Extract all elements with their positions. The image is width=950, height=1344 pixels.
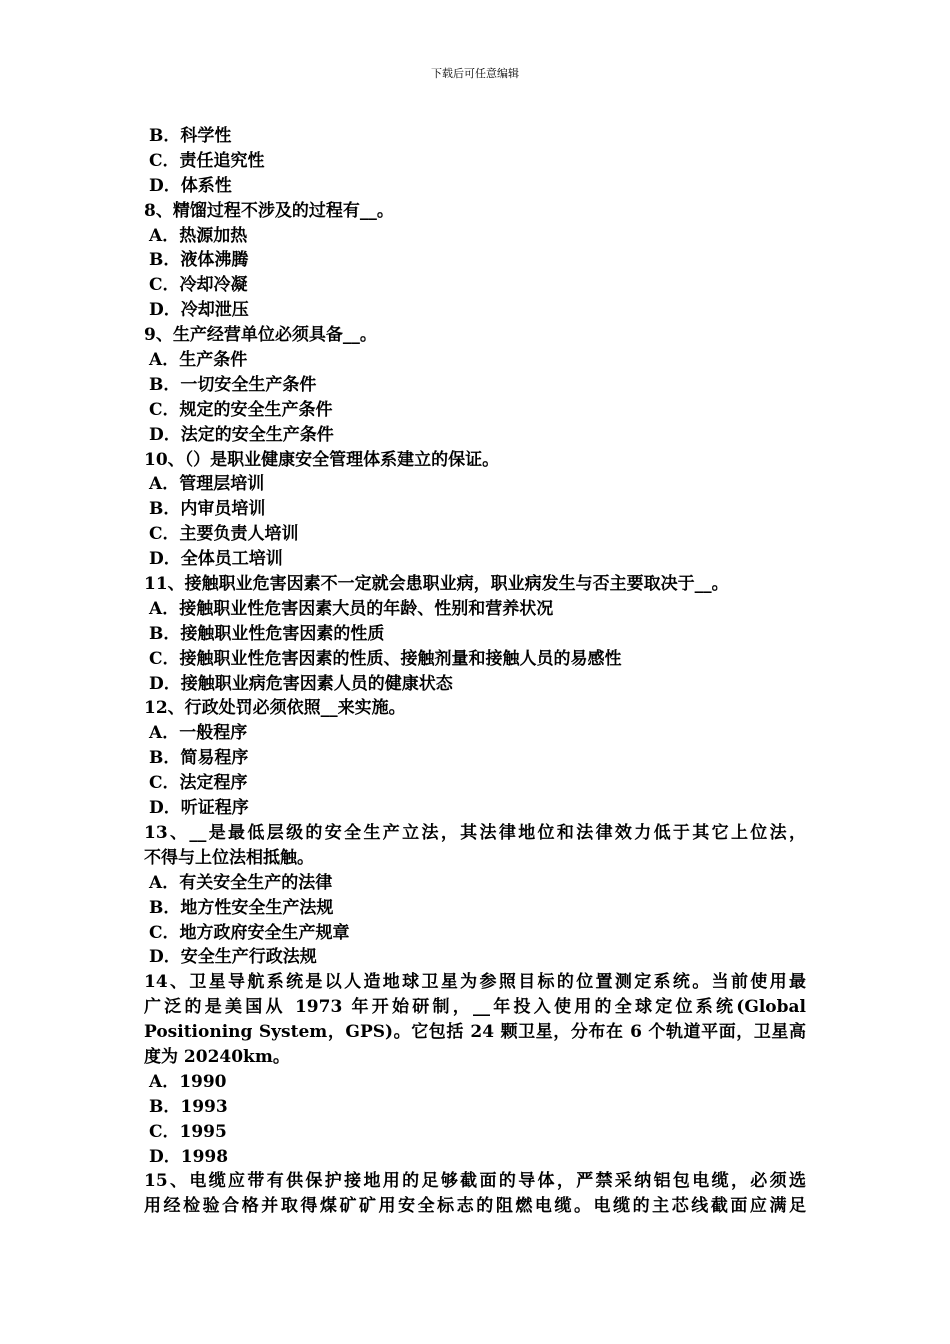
question-line: Positioning System，GPS)。它包括 24 颗卫星，分布在 6 个轨道平面，卫星高 (144, 1022, 806, 1043)
option-line: D．法定的安全生产条件 (149, 424, 334, 445)
option-line: A．一般程序 (149, 723, 248, 744)
option-line: D．冷却泄压 (149, 300, 249, 321)
document-body (144, 124, 806, 1219)
option-line: C．法定程序 (149, 773, 248, 794)
option-line: B．科学性 (149, 126, 232, 146)
option-line: C．主要负责人培训 (149, 524, 299, 545)
option-line: B．地方性安全生产法规 (149, 897, 334, 918)
option-line: B．内审员培训 (149, 499, 266, 520)
question-line: 15、电缆应带有供保护接地用的足够截面的导体，严禁采纳铝包电缆，必须选 (144, 1171, 806, 1192)
question-line: 14、卫星导航系统是以人造地球卫星为参照目标的位置测定系统。当前使用最 (144, 972, 806, 993)
option-line: A．1990 (149, 1071, 227, 1092)
option-line: A．有关安全生产的法律 (149, 872, 333, 893)
option-line: D．体系性 (149, 175, 232, 196)
option-line: B．一切安全生产条件 (149, 374, 317, 395)
page-header: 下载后可任意编辑 (431, 67, 519, 80)
option-line: A．接触职业性危害因素大员的年龄、性别和营养状况 (149, 598, 554, 619)
option-line: C．接触职业性危害因素的性质、接触剂量和接触人员的易感性 (149, 648, 622, 669)
option-line: A．热源加热 (149, 225, 248, 246)
question-line: 9、生产经营单位必须具备__。 (144, 325, 377, 346)
question-line: 不得与上位法相抵触。 (144, 847, 314, 868)
option-line: B．1993 (149, 1096, 228, 1117)
option-line: C．1995 (149, 1121, 227, 1142)
option-line: C．地方政府安全生产规章 (149, 922, 350, 943)
question-line: 广泛的是美国从 1973 年开始研制，__年投入使用的全球定位系统(Global (144, 997, 806, 1018)
option-line: C．冷却冷凝 (149, 275, 248, 296)
question-line: 用经检验合格并取得煤矿矿用安全标志的阻燃电缆。电缆的主芯线截面应满足 (144, 1196, 806, 1217)
option-line: B．液体沸腾 (149, 250, 249, 271)
option-line: C．责任追究性 (149, 150, 265, 171)
question-line: 10、（）是职业健康安全管理体系建立的保证。 (144, 449, 500, 470)
question-line: 8、精馏过程不涉及的过程有__。 (144, 200, 394, 221)
option-line: D．1998 (149, 1146, 229, 1167)
question-line: 11、接触职业危害因素不一定就会患职业病，职业病发生与否主要取决于__。 (144, 574, 729, 595)
question-line: 度为 20240km。 (144, 1046, 290, 1067)
option-line: C．规定的安全生产条件 (149, 399, 333, 420)
question-line: 13、__是最低层级的安全生产立法，其法律地位和法律效力低于其它上位法， (144, 822, 806, 843)
option-line: D．听证程序 (149, 798, 249, 819)
option-line: D．接触职业病危害因素人员的健康状态 (149, 673, 453, 694)
option-line: B．简易程序 (149, 748, 249, 769)
option-line: A．管理层培训 (149, 474, 265, 495)
option-line: D．安全生产行政法规 (149, 947, 317, 968)
question-line: 12、行政处罚必须依照__来实施。 (144, 698, 406, 719)
option-line: D．全体员工培训 (149, 549, 283, 570)
option-line: A．生产条件 (149, 350, 248, 371)
option-line: B．接触职业性危害因素的性质 (149, 623, 385, 644)
